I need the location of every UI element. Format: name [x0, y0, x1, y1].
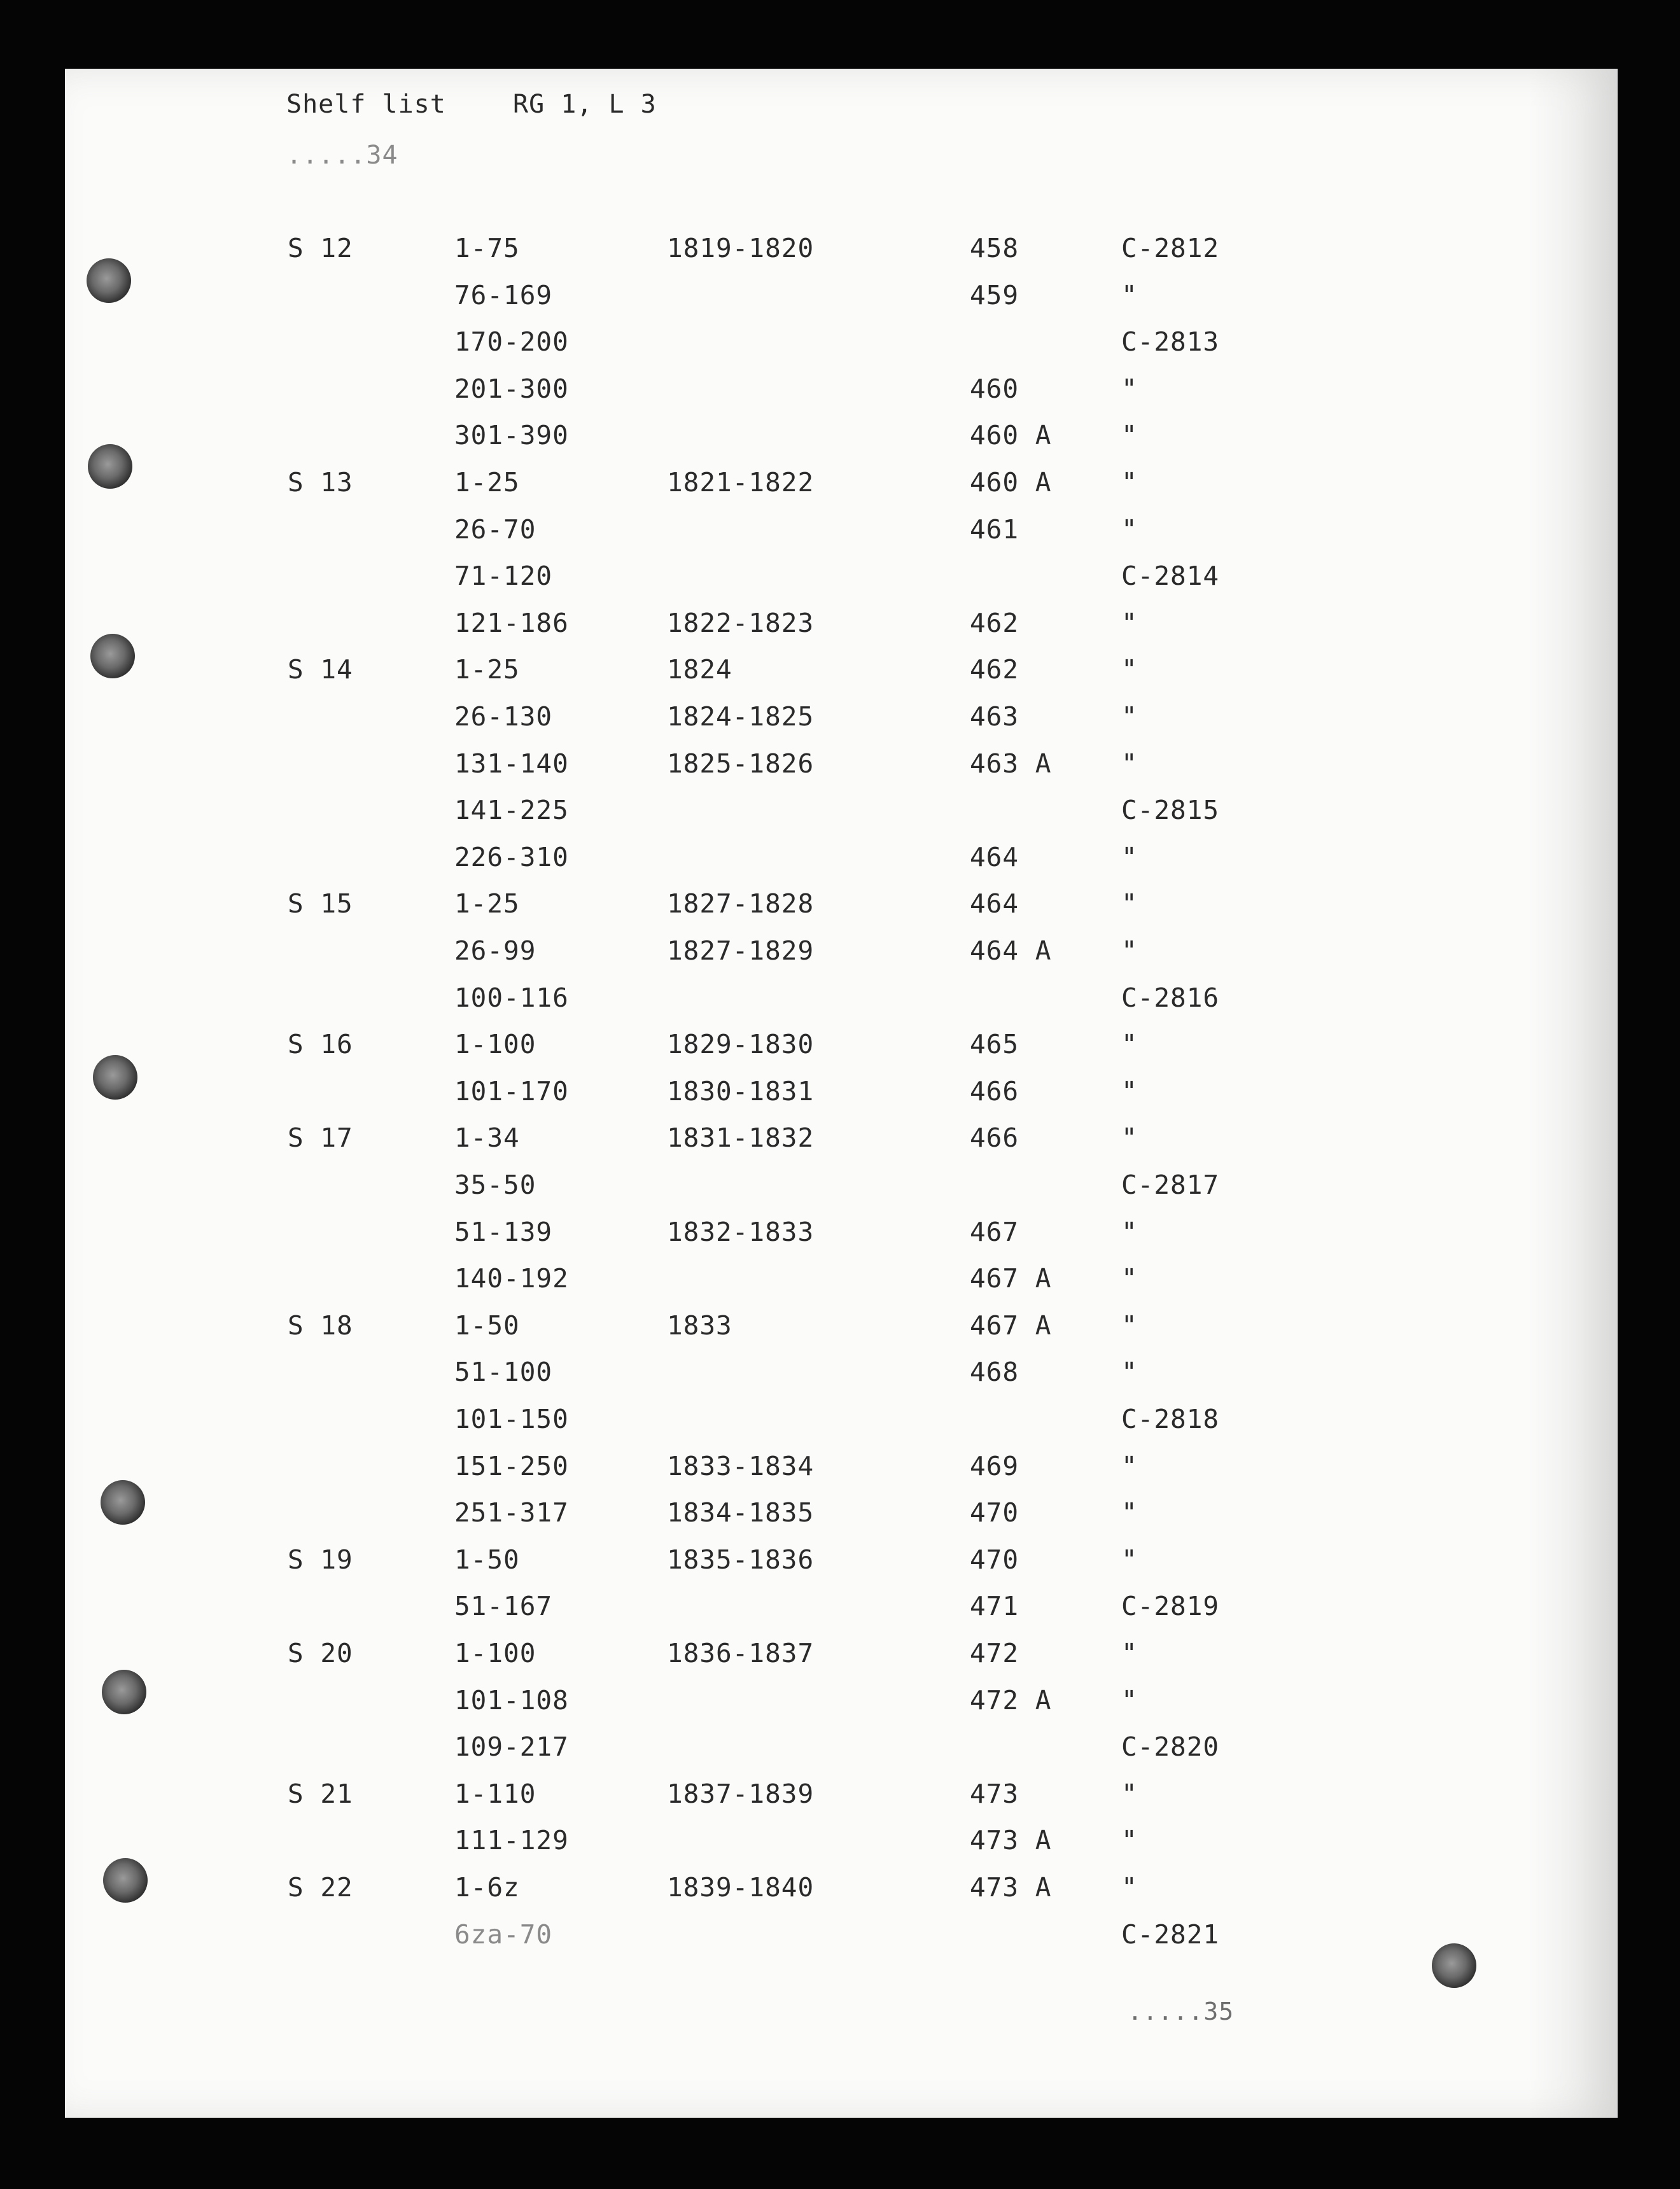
cell-range: 226-310	[454, 842, 569, 872]
cell-reel: C-2816	[1121, 983, 1220, 1013]
cell-volume: 469	[970, 1451, 1019, 1481]
cell-volume: 458	[970, 233, 1019, 263]
cell-range: 101-150	[454, 1404, 569, 1434]
paper-sheet	[65, 69, 1618, 2118]
cell-reel: "	[1121, 1310, 1138, 1341]
cell-volume: 462	[970, 654, 1019, 685]
cell-reel: C-2821	[1121, 1919, 1220, 1950]
cell-range: 71-120	[454, 561, 553, 591]
cell-reel: "	[1121, 1122, 1138, 1153]
cell-reel: "	[1121, 888, 1138, 919]
cell-years: 1832-1833	[667, 1217, 815, 1247]
cell-years: 1824-1825	[667, 701, 815, 732]
cell-series: S 17	[288, 1122, 353, 1153]
cell-range: 1-6z	[454, 1872, 520, 1903]
cell-range: 170-200	[454, 326, 569, 357]
cell-reel: C-2818	[1121, 1404, 1220, 1434]
cell-volume: 464 A	[970, 935, 1052, 966]
list-title: Shelf list	[286, 90, 446, 119]
cell-years: 1825-1826	[667, 748, 815, 779]
cell-volume: 470	[970, 1497, 1019, 1528]
cell-range: 1-50	[454, 1310, 520, 1341]
cell-years: 1836-1837	[667, 1638, 815, 1668]
punch-hole	[93, 1055, 137, 1100]
cell-range: 1-25	[454, 888, 520, 919]
cell-volume: 472	[970, 1638, 1019, 1668]
cell-volume: 467 A	[970, 1310, 1052, 1341]
cell-range: 6za-70	[454, 1919, 553, 1950]
cell-series: S 16	[288, 1029, 353, 1060]
cell-range: 1-34	[454, 1122, 520, 1153]
cell-range: 51-100	[454, 1357, 553, 1387]
cell-reel: "	[1121, 608, 1138, 638]
cell-volume: 468	[970, 1357, 1019, 1387]
cell-reel: "	[1121, 514, 1138, 545]
cell-reel: C-2814	[1121, 561, 1220, 591]
cell-range: 1-25	[454, 467, 520, 498]
cell-range: 251-317	[454, 1497, 569, 1528]
cell-years: 1822-1823	[667, 608, 815, 638]
cell-volume: 467	[970, 1217, 1019, 1247]
cell-volume: 462	[970, 608, 1019, 638]
cell-series: S 18	[288, 1310, 353, 1341]
cell-range: 141-225	[454, 795, 569, 825]
cell-volume: 463 A	[970, 748, 1052, 779]
cell-range: 1-100	[454, 1029, 536, 1060]
cell-reel: "	[1121, 1544, 1138, 1575]
page-ref-bottom: .....35	[1128, 1997, 1235, 2025]
cell-years: 1827-1828	[667, 888, 815, 919]
page-ref-top: .....34	[286, 141, 398, 170]
cell-series: S 22	[288, 1872, 353, 1903]
cell-years: 1829-1830	[667, 1029, 815, 1060]
cell-years: 1824	[667, 654, 732, 685]
cell-range: 201-300	[454, 374, 569, 404]
punch-hole	[87, 258, 131, 303]
cell-volume: 472 A	[970, 1685, 1052, 1716]
cell-reel: "	[1121, 374, 1138, 404]
cell-range: 26-130	[454, 701, 553, 732]
cell-reel: "	[1121, 1263, 1138, 1294]
cell-volume: 464	[970, 842, 1019, 872]
cell-series: S 12	[288, 233, 353, 263]
record-group: RG 1, L 3	[513, 90, 657, 119]
cell-reel: "	[1121, 467, 1138, 498]
cell-volume: 459	[970, 280, 1019, 311]
punch-hole	[88, 444, 132, 489]
cell-range: 100-116	[454, 983, 569, 1013]
cell-range: 1-25	[454, 654, 520, 685]
cell-years: 1833	[667, 1310, 732, 1341]
cell-reel: C-2815	[1121, 795, 1220, 825]
cell-volume: 466	[970, 1122, 1019, 1153]
cell-volume: 466	[970, 1076, 1019, 1107]
cell-range: 51-167	[454, 1591, 553, 1621]
cell-reel: "	[1121, 701, 1138, 732]
cell-years: 1830-1831	[667, 1076, 815, 1107]
cell-reel: "	[1121, 748, 1138, 779]
cell-series: S 14	[288, 654, 353, 685]
cell-years: 1827-1829	[667, 935, 815, 966]
cell-range: 26-99	[454, 935, 536, 966]
cell-range: 35-50	[454, 1170, 536, 1200]
cell-range: 301-390	[454, 420, 569, 451]
cell-reel: C-2813	[1121, 326, 1220, 357]
cell-volume: 473	[970, 1779, 1019, 1809]
cell-years: 1839-1840	[667, 1872, 815, 1903]
cell-volume: 467 A	[970, 1263, 1052, 1294]
cell-reel: "	[1121, 1638, 1138, 1668]
cell-series: S 19	[288, 1544, 353, 1575]
cell-series: S 21	[288, 1779, 353, 1809]
cell-reel: "	[1121, 1357, 1138, 1387]
cell-reel: "	[1121, 654, 1138, 685]
cell-reel: C-2820	[1121, 1731, 1220, 1762]
punch-hole	[102, 1670, 146, 1714]
cell-reel: "	[1121, 935, 1138, 966]
cell-reel: "	[1121, 1825, 1138, 1856]
cell-years: 1831-1832	[667, 1122, 815, 1153]
cell-reel: "	[1121, 1451, 1138, 1481]
cell-range: 131-140	[454, 748, 569, 779]
cell-range: 51-139	[454, 1217, 553, 1247]
cell-reel: C-2812	[1121, 233, 1220, 263]
cell-reel: "	[1121, 1029, 1138, 1060]
cell-years: 1834-1835	[667, 1497, 815, 1528]
cell-years: 1833-1834	[667, 1451, 815, 1481]
cell-range: 1-110	[454, 1779, 536, 1809]
cell-volume: 460 A	[970, 420, 1052, 451]
cell-reel: "	[1121, 1497, 1138, 1528]
cell-years: 1837-1839	[667, 1779, 815, 1809]
cell-reel: "	[1121, 1685, 1138, 1716]
cell-volume: 470	[970, 1544, 1019, 1575]
cell-years: 1819-1820	[667, 233, 815, 263]
cell-reel: C-2817	[1121, 1170, 1220, 1200]
cell-volume: 460 A	[970, 467, 1052, 498]
cell-range: 101-108	[454, 1685, 569, 1716]
cell-range: 1-50	[454, 1544, 520, 1575]
cell-volume: 464	[970, 888, 1019, 919]
cell-range: 1-75	[454, 233, 520, 263]
cell-range: 109-217	[454, 1731, 569, 1762]
cell-reel: "	[1121, 1217, 1138, 1247]
cell-reel: "	[1121, 1872, 1138, 1903]
cell-years: 1835-1836	[667, 1544, 815, 1575]
cell-range: 1-100	[454, 1638, 536, 1668]
cell-series: S 13	[288, 467, 353, 498]
cell-years: 1821-1822	[667, 467, 815, 498]
cell-volume: 463	[970, 701, 1019, 732]
cell-reel: "	[1121, 1779, 1138, 1809]
cell-range: 140-192	[454, 1263, 569, 1294]
cell-series: S 20	[288, 1638, 353, 1668]
cell-volume: 473 A	[970, 1872, 1052, 1903]
cell-volume: 471	[970, 1591, 1019, 1621]
cell-reel: C-2819	[1121, 1591, 1220, 1621]
cell-range: 111-129	[454, 1825, 569, 1856]
cell-series: S 15	[288, 888, 353, 919]
cell-reel: "	[1121, 420, 1138, 451]
cell-reel: "	[1121, 280, 1138, 311]
cell-volume: 460	[970, 374, 1019, 404]
punch-hole	[1432, 1943, 1476, 1988]
cell-range: 151-250	[454, 1451, 569, 1481]
cell-range: 76-169	[454, 280, 553, 311]
cell-range: 121-186	[454, 608, 569, 638]
cell-range: 26-70	[454, 514, 536, 545]
punch-hole	[103, 1858, 148, 1903]
cell-volume: 461	[970, 514, 1019, 545]
cell-reel: "	[1121, 1076, 1138, 1107]
punch-hole	[101, 1480, 145, 1525]
cell-volume: 465	[970, 1029, 1019, 1060]
cell-volume: 473 A	[970, 1825, 1052, 1856]
cell-range: 101-170	[454, 1076, 569, 1107]
cell-reel: "	[1121, 842, 1138, 872]
punch-hole	[90, 634, 135, 678]
